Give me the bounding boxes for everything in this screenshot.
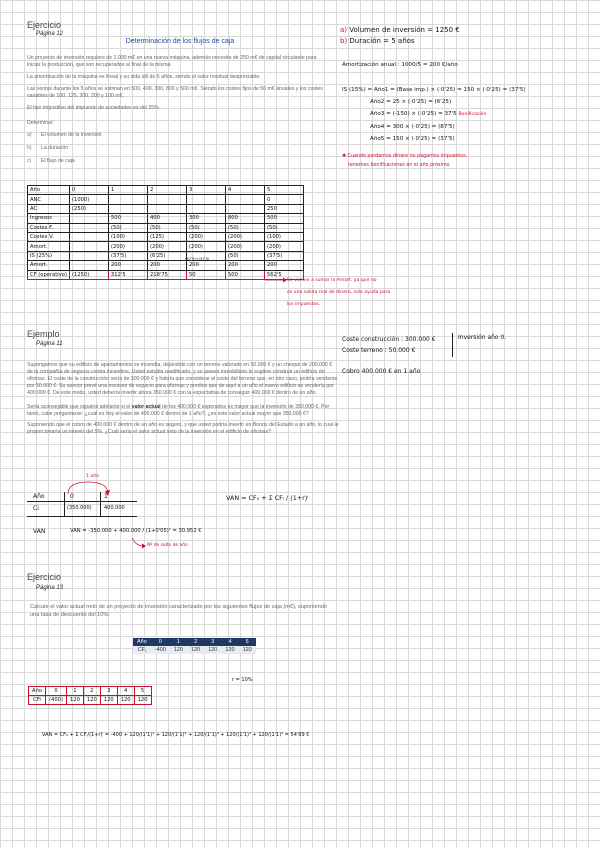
table-cell: (200): [265, 242, 304, 251]
table-cell: 120: [221, 646, 238, 654]
is-row: IS (15%) = Año1 = (Base imp.) × (·0'25) = 150 × (·0'25) = (37'5): [342, 87, 526, 93]
table-cell: -400: [151, 646, 170, 654]
table-cell: 218'75: [148, 270, 187, 279]
table-cell: (50): [226, 251, 265, 260]
side-note-line: Se vuelve a sumar la Amort. ya que no: [287, 278, 377, 283]
timeline-tick: [64, 492, 65, 516]
van-final-expression: VAN = CF₀ + Σ CFᵢ/(1+r)ⁱ = -400 + 120/(1'1)¹ + 120/(1'1)² + 120/(1'1)³ + 120/(1'1)⁴ + 120/(1'1)⁵ = 54'89 €: [42, 732, 310, 738]
table-row: [28, 261, 304, 270]
table-cell: ANC: [28, 195, 70, 204]
answer-a-text: Volumen de inversión = 1250 €: [349, 26, 460, 34]
table-cell: 120: [170, 646, 187, 654]
table-row: [28, 223, 304, 232]
table-cell: Costes V.: [28, 232, 70, 241]
section1-heading: Determinación de los flujos de caja: [125, 38, 235, 45]
table-cell: IS (25%): [28, 251, 70, 260]
table-cell: (100): [265, 232, 304, 241]
table-row: [28, 232, 304, 241]
table-header-cell: 2: [83, 687, 100, 696]
table-cell: [226, 204, 265, 213]
paragraph: Las ventas durante los 5 años se estiman en 500, 400, 300, 800 y 500 m€. Siendo los costes fijos de 50 m€ anuales y los costes variables de 100, 125, 200, 200 y 100 m€.: [27, 86, 323, 100]
table-header-cell: Año: [28, 186, 70, 195]
table-header-cell: 1: [170, 638, 187, 646]
section1-title: Ejercicio: [27, 20, 62, 30]
list-item: [27, 145, 327, 152]
van-expression: VAN = -350.000 + 400.000 / (1+0'05)¹ = 30.952 €: [70, 528, 202, 534]
table-cell: [70, 251, 109, 260]
table-header-cell: 0: [70, 186, 109, 195]
table-cell: CF (operativo): [28, 270, 70, 279]
table-header-cell: 5: [239, 638, 256, 646]
table-cell: (200): [226, 242, 265, 251]
is-calculation: [342, 84, 526, 145]
list-letter: a): [27, 132, 32, 139]
table-cell: [187, 204, 226, 213]
answer-a-label: a): [340, 26, 348, 34]
table-cell: 120: [83, 696, 100, 705]
note-line: Coste construcción : 300.000 €: [342, 336, 436, 343]
table-header-cell: 2: [148, 186, 187, 195]
table-header-cell: 5: [134, 687, 151, 696]
table-cell: CFi: [29, 696, 46, 705]
van-label: VAN: [33, 528, 46, 535]
list-text: El volumen de la inversión: [41, 132, 102, 139]
section2-page: Página 11: [36, 341, 63, 347]
table-row: [28, 214, 304, 223]
table-cell: AC: [28, 204, 70, 213]
cashflow-print-table: [133, 638, 256, 654]
table-cell: [70, 223, 109, 232]
table-header-cell: 1: [109, 186, 148, 195]
table-header-cell: 0: [151, 638, 170, 646]
amortization-note: Amortización anual : 1000/5 = 200 €/año: [342, 62, 458, 68]
table-cell: 562'5: [265, 270, 304, 279]
table-row: [133, 646, 256, 654]
side-note-line: es una salida real de dinero, solo ayuda para: [287, 290, 391, 295]
table-cell: 312'5: [109, 270, 148, 279]
table-cell: (50): [148, 223, 187, 232]
example-notes: [342, 334, 436, 356]
table-cell: (200): [148, 242, 187, 251]
paragraph-part: de los 400.000 € esperados es mayor que la inversión de 350.000 €. Por tanto, cabe preguntarse: ¿cuál es hoy el valor de 400.000 € dentro de 1 año?, ¿es este valor actual mayor que 350.000 €?: [27, 404, 330, 418]
note-line: Coste terreno : 50.000 €: [342, 347, 416, 354]
timeline-zero: 0: [70, 493, 74, 500]
is-row: [342, 108, 526, 121]
table-cell: (37'5): [265, 251, 304, 260]
timeline-ano: Año: [33, 493, 45, 500]
table-row: [28, 242, 304, 251]
table-cell: 120: [204, 646, 221, 654]
table-cell: 200: [265, 261, 304, 270]
paragraph: El tipo impositivo del impuesto de sociedades es del 25%.: [27, 105, 161, 112]
table-header-cell: 2: [187, 638, 204, 646]
is-row: Año2 = 25 × (·0'25) = (6'25): [370, 99, 452, 105]
divider: [452, 333, 453, 357]
table-cell: (200): [226, 232, 265, 241]
table-row-cashflow: [28, 270, 304, 279]
side-note-line: los impuestos.: [287, 302, 321, 307]
table-cell: (6'25): [148, 251, 187, 260]
table-cell: 300: [187, 214, 226, 223]
paragraph: [27, 404, 339, 418]
table-cell: [109, 204, 148, 213]
table-cell: (50): [226, 223, 265, 232]
determinar-label: Determinar:: [27, 120, 55, 127]
table-header-cell: 4: [226, 186, 265, 195]
paragraph: Suponiendo que el cobro de 400.000 € dentro de un año es seguro, y que usted podría invertir en Bonos del Estado a un año, lo cual le proporcionaría un interés del 5%. ¿Cuál sería el valor actual neto de la inversión en el edificio de oficinas?: [27, 422, 339, 436]
section2-text: [27, 362, 339, 436]
table-header-cell: 3: [100, 687, 117, 696]
paragraph: Un proyecto de inversión requiere de 1.000 m€ en una nueva máquina, además necesita de 250 m€ de capital circulante para iniciar la producción, que son recuperados al final de la misma.: [27, 55, 317, 69]
table-header-cell: 4: [117, 687, 134, 696]
table-cell: (200): [187, 242, 226, 251]
cashflow-table-wrap: [27, 185, 304, 280]
table-cell: (100): [109, 232, 148, 241]
table-cell: 500: [226, 270, 265, 279]
table-header-row: [28, 186, 304, 195]
annotation-small: (87'5)+(37'5): [185, 257, 210, 261]
timeline-ci0: (350.000): [67, 505, 92, 511]
hw-cashflow-table: [28, 686, 152, 705]
table-cell: [148, 204, 187, 213]
table-cell: 200: [187, 261, 226, 270]
paragraph: La amortización de la máquina es lineal y su vida útil de 5 años, siendo el valor residual despreciable.: [27, 74, 261, 81]
section3-page: Página 13: [36, 585, 64, 591]
table-cell: Costes F.: [28, 223, 70, 232]
table-cell: [226, 195, 265, 204]
answer-b-label: b): [340, 37, 348, 45]
loss-note: [342, 152, 467, 170]
timeline-ci: Ci: [33, 505, 39, 512]
table-cell: [70, 261, 109, 270]
cashflow-table: [27, 185, 304, 280]
table-cell: 200: [148, 261, 187, 270]
table-cell: 200: [109, 261, 148, 270]
table-cell: (200): [109, 242, 148, 251]
table-header-cell: 0: [46, 687, 67, 696]
section1-page: Página 12: [36, 31, 64, 37]
list-text: El flujo de caja: [41, 158, 75, 165]
is-row-text: Año3 = (-150) × (·0'25) = 37'5: [370, 111, 457, 117]
table-cell: (37'5): [109, 251, 148, 260]
table-cell: 500: [265, 214, 304, 223]
table-cell: 200: [226, 261, 265, 270]
loss-note-line: tenemos bonificaciones en el año próximo: [348, 163, 450, 168]
table-header-cell: 3: [204, 638, 221, 646]
table-cell: 120: [239, 646, 256, 654]
one-year-label: 1 año: [86, 474, 99, 479]
table-header-cell: Año: [133, 638, 151, 646]
paragraph-part: Sería aconsejable que siguiera adelante si el: [27, 404, 132, 411]
table-row: [28, 195, 304, 204]
paragraph: Supongamos que su edificio de apartamentos se incendia, dejándole con un terreno valorado en 50.000 € y un cheque de 200.000 € de la compañía de seguros contra incendios. Usted estudia reedificarlo, y su asesor inmobiliario le sugiere construir un edificio de oficinas. El coste de la construcción sería de 300.000 € y habría que considerar el coste del terreno que, en otro caso, podría venderse por 50.000 €. Su asesor prevé una escasez de espacio para oficinas y predice que de aquí a un año el nuevo edificio se vendería por 400.000 €. De este modo, usted debería invertir ahora 350.000 € con la expectativa de conseguir 400.000 € dentro de un año.: [27, 362, 338, 397]
list-item: [27, 158, 327, 165]
table-cell: CFⱼ: [133, 646, 151, 654]
table-header-cell: 1: [66, 687, 83, 696]
table-cell: (200): [187, 232, 226, 241]
timeline-tick: [100, 492, 101, 516]
section1-text: [27, 55, 327, 165]
section3-text: Calcule el valor actual neto de un proyecto de inversión caracterizado por los siguientes flujos de caja (m€), suponiendo una tasa de descuento del 10%:: [30, 604, 327, 618]
table-cell: (1000): [70, 195, 109, 204]
list-item: [27, 132, 327, 139]
table-header-cell: 4: [221, 638, 238, 646]
loss-note-line: ✱ Cuando perdemos dinero no pagamos impuestos,: [342, 154, 468, 159]
note-line: Inversión año 0.: [458, 334, 507, 341]
table-row: [29, 696, 152, 705]
table-cell: [70, 214, 109, 223]
table-cell: (400): [46, 696, 67, 705]
table-cell: Amort.: [28, 261, 70, 270]
answer-b-text: Duración = 5 años: [349, 37, 415, 45]
table-cell: 400: [148, 214, 187, 223]
paragraph-bold: valor actual: [131, 404, 161, 411]
rate-note: r = 10%: [232, 677, 253, 683]
section2-title: Ejemplo: [27, 329, 60, 339]
van-note: Nº de salto de año: [147, 543, 188, 548]
table-row: [28, 204, 304, 213]
table-cell: 800: [226, 214, 265, 223]
cashflow-print-table-wrap: [133, 638, 256, 654]
table-header-cell: Año: [29, 687, 46, 696]
table-header-cell: 3: [187, 186, 226, 195]
table-cell: (50): [187, 223, 226, 232]
table-cell: 120: [134, 696, 151, 705]
table-cell: [148, 195, 187, 204]
table-cell: (125): [148, 232, 187, 241]
table-header-row: [133, 638, 256, 646]
is-row: Año4 = 300 × (·0'25) = (87'5): [370, 124, 455, 130]
table-cell: 500: [109, 214, 148, 223]
table-cell: 120: [66, 696, 83, 705]
table-cell: 250: [265, 204, 304, 213]
timeline-ci1: 400.000: [104, 505, 125, 511]
table-cell: 0: [265, 195, 304, 204]
section3-title: Ejercicio: [27, 572, 62, 582]
table-cell: (1250): [70, 270, 109, 279]
table-cell: (50): [109, 223, 148, 232]
table-cell: 120: [100, 696, 117, 705]
is-row: Año5 = 150 × (·0'25) = (37'5): [370, 136, 455, 142]
table-cell: (250): [70, 204, 109, 213]
hw-cashflow-table-wrap: [28, 686, 152, 705]
table-cell: Amort.: [28, 242, 70, 251]
van-formula: VAN = CF₀ + Σ CFᵢ / (1+r)ⁱ: [226, 494, 309, 502]
amort-side-note: [287, 275, 390, 311]
table-header-cell: 5: [265, 186, 304, 195]
table-cell: 120: [187, 646, 204, 654]
answer-b: [340, 37, 415, 45]
table-cell: [70, 242, 109, 251]
note-line: Cobro 400.000 € en 1 año: [342, 368, 421, 375]
bonification-label: Bonificación: [458, 112, 487, 117]
table-cell: [187, 195, 226, 204]
table-cell: 50: [187, 270, 226, 279]
table-cell: Ingresos: [28, 214, 70, 223]
table-cell: (50): [265, 223, 304, 232]
timeline-line: [27, 501, 137, 502]
list-letter: b): [27, 145, 32, 152]
table-cell: [109, 195, 148, 204]
table-cell: [70, 232, 109, 241]
answer-a: [340, 26, 460, 34]
list-letter: c): [27, 158, 32, 165]
timeline-line: [27, 516, 137, 517]
table-header-row: [29, 687, 152, 696]
timeline-one: 1: [104, 493, 108, 500]
list-text: La duración: [41, 145, 69, 152]
arrow-icon: [265, 276, 287, 284]
table-row: [28, 251, 304, 260]
table-cell: 120: [117, 696, 134, 705]
